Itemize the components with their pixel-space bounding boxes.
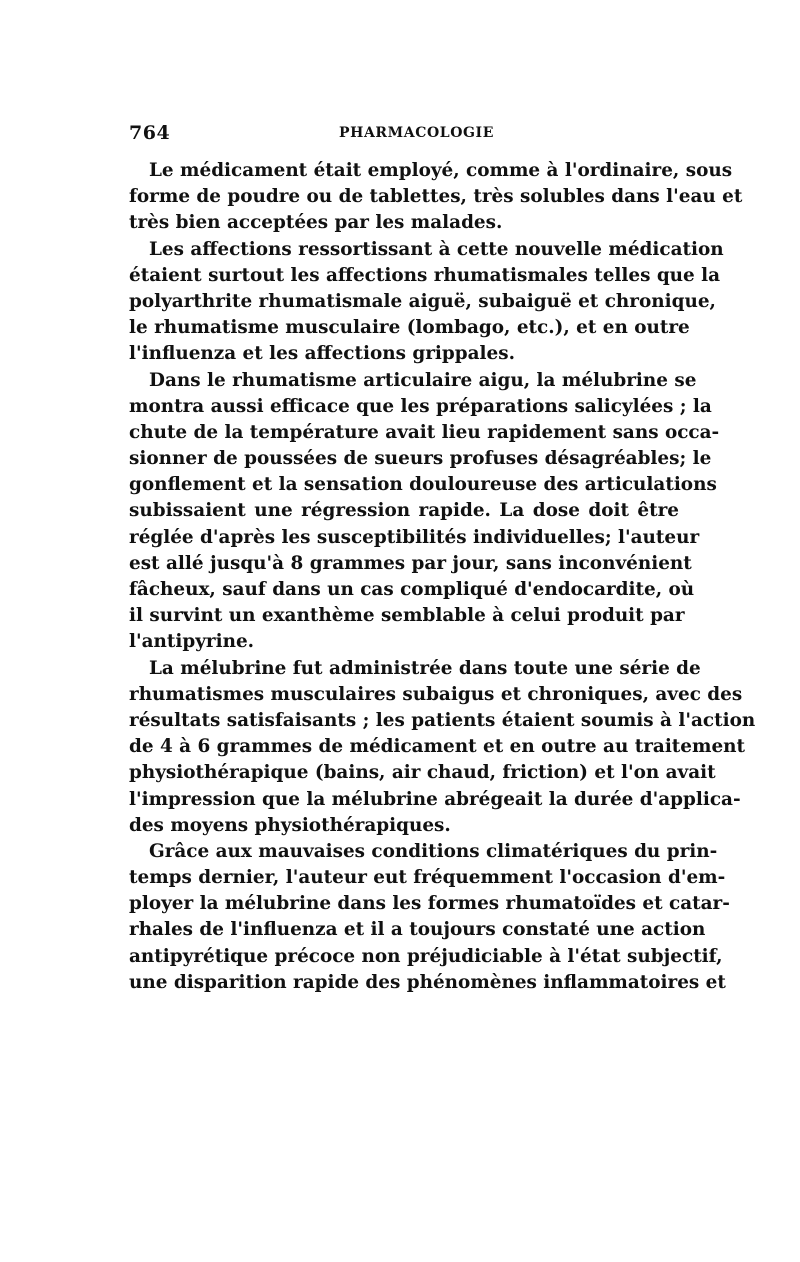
- body-text: [129, 158, 756, 996]
- text-line: rhumatismes musculaires subaigus et chroniques, avec des: [129, 683, 743, 705]
- text-line: chute de la température avait lieu rapidement sans occa-: [129, 421, 720, 443]
- running-title: PHARMACOLOGIE: [339, 125, 494, 141]
- text-line: très bien acceptées par les malades.: [129, 212, 503, 234]
- text-line: fâcheux, sauf dans un cas compliqué d'endocardite, où: [129, 579, 695, 600]
- text-line: l'impression que la mélubrine abrégeait la durée d'applica-: [129, 788, 741, 810]
- text-line: une disparition rapide des phénomènes inflammatoires et: [129, 971, 726, 993]
- text-line: Dans le rhumatisme articulaire aigu, la mélubrine se: [149, 369, 697, 391]
- page-number: 764: [129, 122, 171, 144]
- text-line: antipyrétique précoce non préjudiciable à l'état subjectif,: [129, 945, 723, 967]
- text-line: résultats satisfaisants ; les patients étaient soumis à l'action: [129, 709, 756, 731]
- text-line: forme de poudre ou de tablettes, très solubles dans l'eau et: [129, 186, 743, 208]
- text-line: La mélubrine fut administrée dans toute une série de: [149, 657, 701, 679]
- text-line: Les affections ressortissant à cette nouvelle médication: [149, 238, 724, 260]
- text-line: sionner de poussées de sueurs profuses désagréables; le: [129, 448, 712, 470]
- text-line: l'antipyrine.: [129, 631, 255, 653]
- text-line: l'influenza et les affections grippales.: [129, 343, 515, 365]
- text-line: temps dernier, l'auteur eut fréquemment l'occasion d'em-: [129, 867, 726, 889]
- text-line: réglée d'après les susceptibilités individuelles; l'auteur: [129, 526, 700, 548]
- text-line: il survint un exanthème semblable à celui produit par: [129, 605, 685, 627]
- text-line: étaient surtout les affections rhumatismales telles que la: [129, 264, 721, 286]
- text-line: des moyens physiothérapiques.: [129, 814, 451, 836]
- text-line: subissaient une régression rapide. La dose doit être: [129, 500, 679, 522]
- text-line: de 4 à 6 grammes de médicament et en outre au traitement: [129, 736, 746, 758]
- text-line: gonflement et la sensation douloureuse des articulations: [129, 474, 717, 496]
- text-line: polyarthrite rhumatismale aiguë, subaiguë et chronique,: [129, 290, 716, 312]
- text-line: Le médicament était employé, comme à l'ordinaire, sous: [149, 160, 733, 181]
- text-line: montra aussi efficace que les préparations salicylées ; la: [129, 395, 712, 417]
- text-line: est allé jusqu'à 8 grammes par jour, sans inconvénient: [129, 552, 692, 574]
- text-line: Grâce aux mauvaises conditions climatériques du prin-: [149, 840, 718, 862]
- text-line: physiothérapique (bains, air chaud, friction) et l'on avait: [129, 762, 716, 784]
- text-line: ployer la mélubrine dans les formes rhumatoïdes et catar-: [129, 893, 730, 915]
- text-line: rhales de l'influenza et il a toujours constaté une action: [129, 919, 706, 941]
- text-line: le rhumatisme musculaire (lombago, etc.), et en outre: [129, 317, 690, 339]
